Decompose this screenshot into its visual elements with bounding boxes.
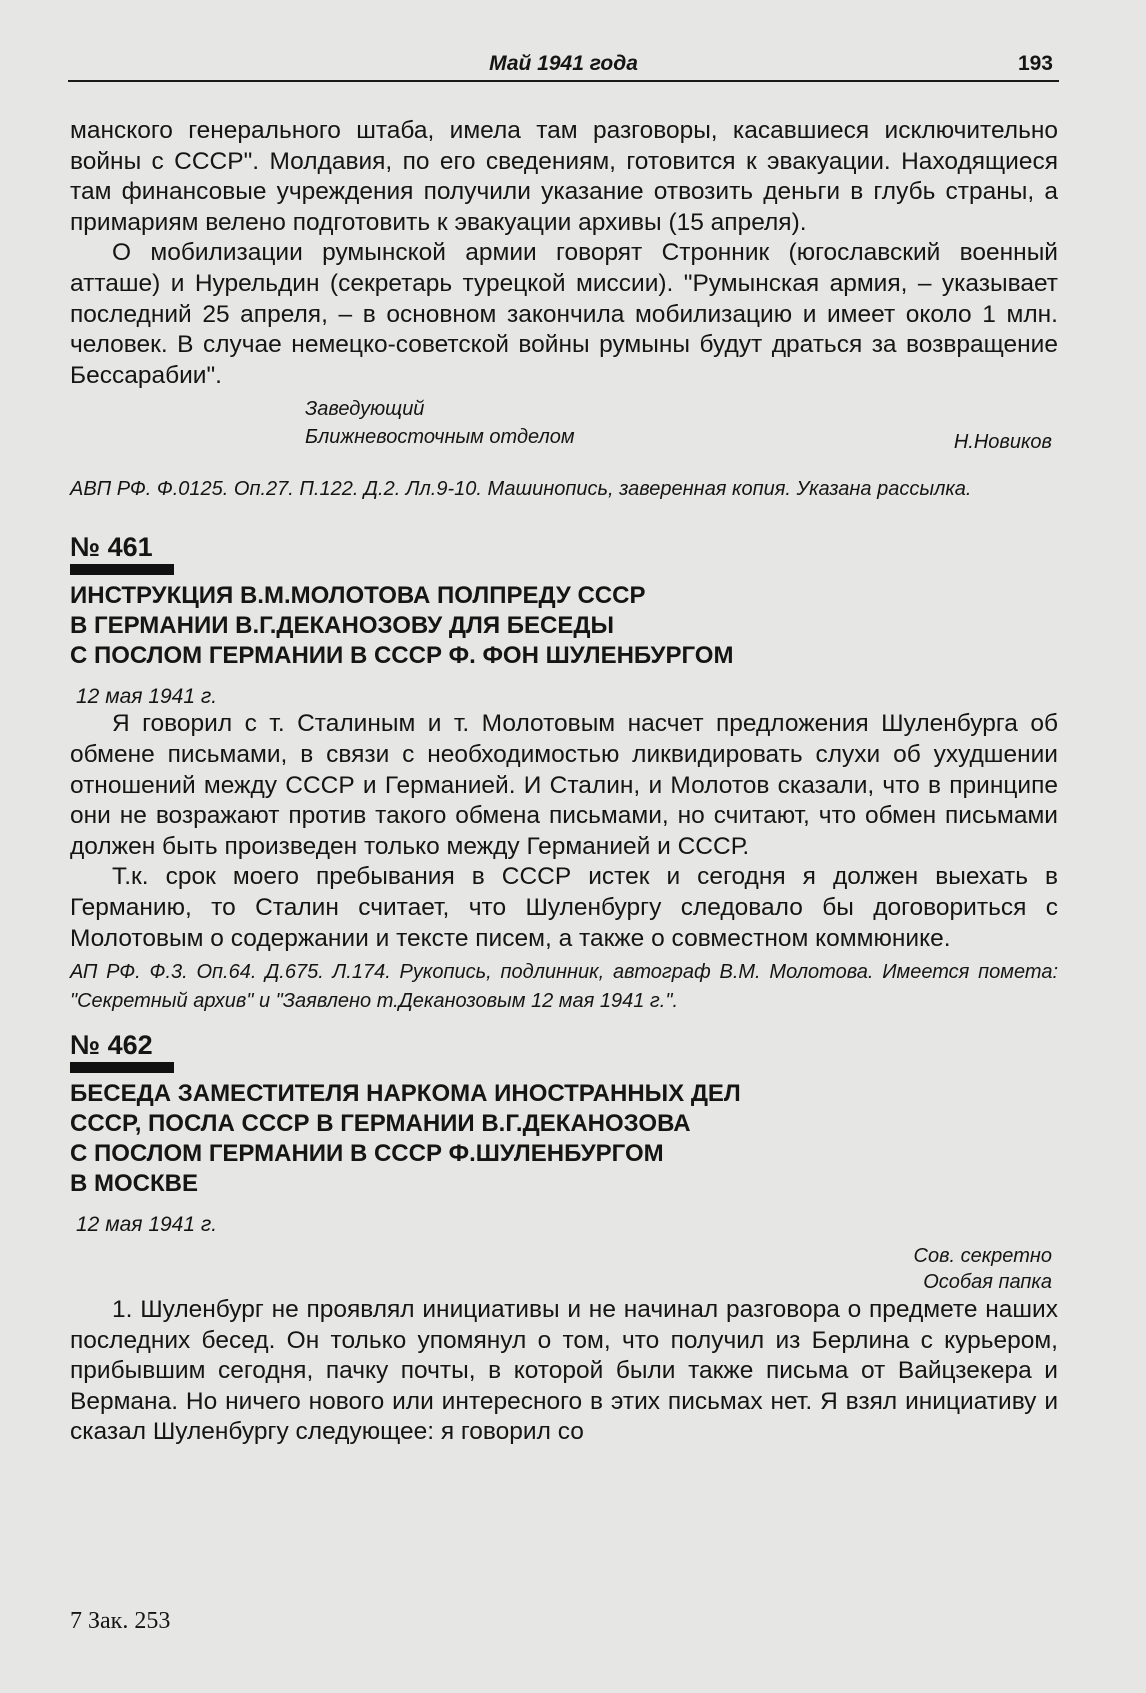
document-title	[70, 581, 1058, 671]
classification-label: Особая папка	[923, 1271, 1052, 1294]
continuation-paragraph: манского генерального штаба, имела там разговоры, касавшиеся исключительно войны с СССР". Молдавия, по его сведениям, готовится к эвакуации. Находящиеся там финансовые учреждения получили указание отвозить деньги в глубь страны, а примариям велено подготовить к эвакуации архивы (15 апреля).	[70, 117, 1058, 236]
archival-source-note: АП РФ. Ф.3. Оп.64. Д.675. Л.174. Рукопись, подлинник, автограф В.М. Молотова. Имеется помета: "Секретный архив" и "Заявлено т.Деканозовым 12 мая 1941 г.".	[70, 961, 1058, 1013]
page-header	[68, 50, 1059, 82]
document-number-rule	[70, 564, 174, 575]
body-paragraph: О мобилизации румынской армии говорят Стронник (югославский военный атташе) и Нурельдин (секретарь турецкой миссии). "Румынская армия, – указывает последний 25 апреля, – в основном закончила мобилизацию и имеет около 1 млн. человек. В случае немецко-советской войны румыны будут драться за возвращение Бессарабии".	[70, 239, 1058, 389]
document-title-line: В МОСКВЕ	[70, 1170, 198, 1198]
document-date: 12 мая 1941 г.	[76, 1213, 218, 1237]
signatory-name: Н.Новиков	[953, 431, 1052, 454]
body-paragraph: Я говорил с т. Сталиным и т. Молотовым насчет предложения Шуленбурга об обмене письмами, в связи с необходимостью ликвидировать слухи об ухудшении отношений между СССР и Германией. И Сталин, и Молотов сказали, что в принципе они не возражают против такого обмена письмами, но считают, что обмен письмами должен быть произведен только между Германией и СССР.	[70, 710, 1058, 860]
document-title-line: СССР, ПОСЛА СССР В ГЕРМАНИИ В.Г.ДЕКАНОЗОВА	[70, 1110, 691, 1138]
document-title-line: ИНСТРУКЦИЯ В.М.МОЛОТОВА ПОЛПРЕДУ СССР	[70, 582, 646, 610]
body-paragraph: Т.к. срок моего пребывания в СССР истек и сегодня я должен выехать в Германию, то Сталин считает, что Шуленбургу следовало бы договориться с Молотовым о содержании и тексте писем, а также о совместном коммюнике.	[70, 863, 1058, 952]
document-title-line: В ГЕРМАНИИ В.Г.ДЕКАНОЗОВУ ДЛЯ БЕСЕДЫ	[70, 612, 614, 640]
secrecy-stamp	[70, 1243, 1058, 1295]
archival-source-note: АВП РФ. Ф.0125. Оп.27. П.122. Д.2. Лл.9-10. Машинопись, заверенная копия. Указана рассылка.	[70, 478, 972, 501]
document-date: 12 мая 1941 г.	[76, 685, 218, 709]
signature-block	[70, 395, 1058, 471]
classification-label: Сов. секретно	[913, 1245, 1052, 1268]
document-number-rule	[70, 1062, 174, 1073]
page-content	[70, 116, 1058, 1448]
document-title-line: С ПОСЛОМ ГЕРМАНИИ В СССР Ф.ШУЛЕНБУРГОМ	[70, 1140, 664, 1168]
document-title-line: С ПОСЛОМ ГЕРМАНИИ В СССР Ф. ФОН ШУЛЕНБУРГОМ	[70, 642, 734, 670]
document-title	[70, 1079, 1058, 1199]
document-title-line: БЕСЕДА ЗАМЕСТИТЕЛЯ НАРКОМА ИНОСТРАННЫХ ДЕЛ	[70, 1080, 741, 1108]
body-paragraph: 1. Шуленбург не проявлял инициативы и не начинал разговора о предмете наших последних бесед. Он только упомянул о том, что получил из Берлина с курьером, прибывшим сегодня, пачку почты, в которой были также письма от Вайцзекера и Вермана. Но ничего нового или интересного в этих письмах нет. Я взял инициативу и сказал Шуленбургу следующее: я говорил со	[70, 1296, 1058, 1446]
signatory-position-line: Заведующий	[305, 398, 425, 421]
signatory-position	[305, 395, 575, 451]
document-number: № 461	[70, 532, 153, 563]
signatory-position-line: Ближневосточным отделом	[305, 426, 575, 449]
document-number: № 462	[70, 1030, 153, 1061]
page-number: 193	[1017, 52, 1053, 75]
running-head: Май 1941 года	[489, 52, 638, 75]
printer-signature-mark: 7 Зак. 253	[70, 1608, 171, 1634]
